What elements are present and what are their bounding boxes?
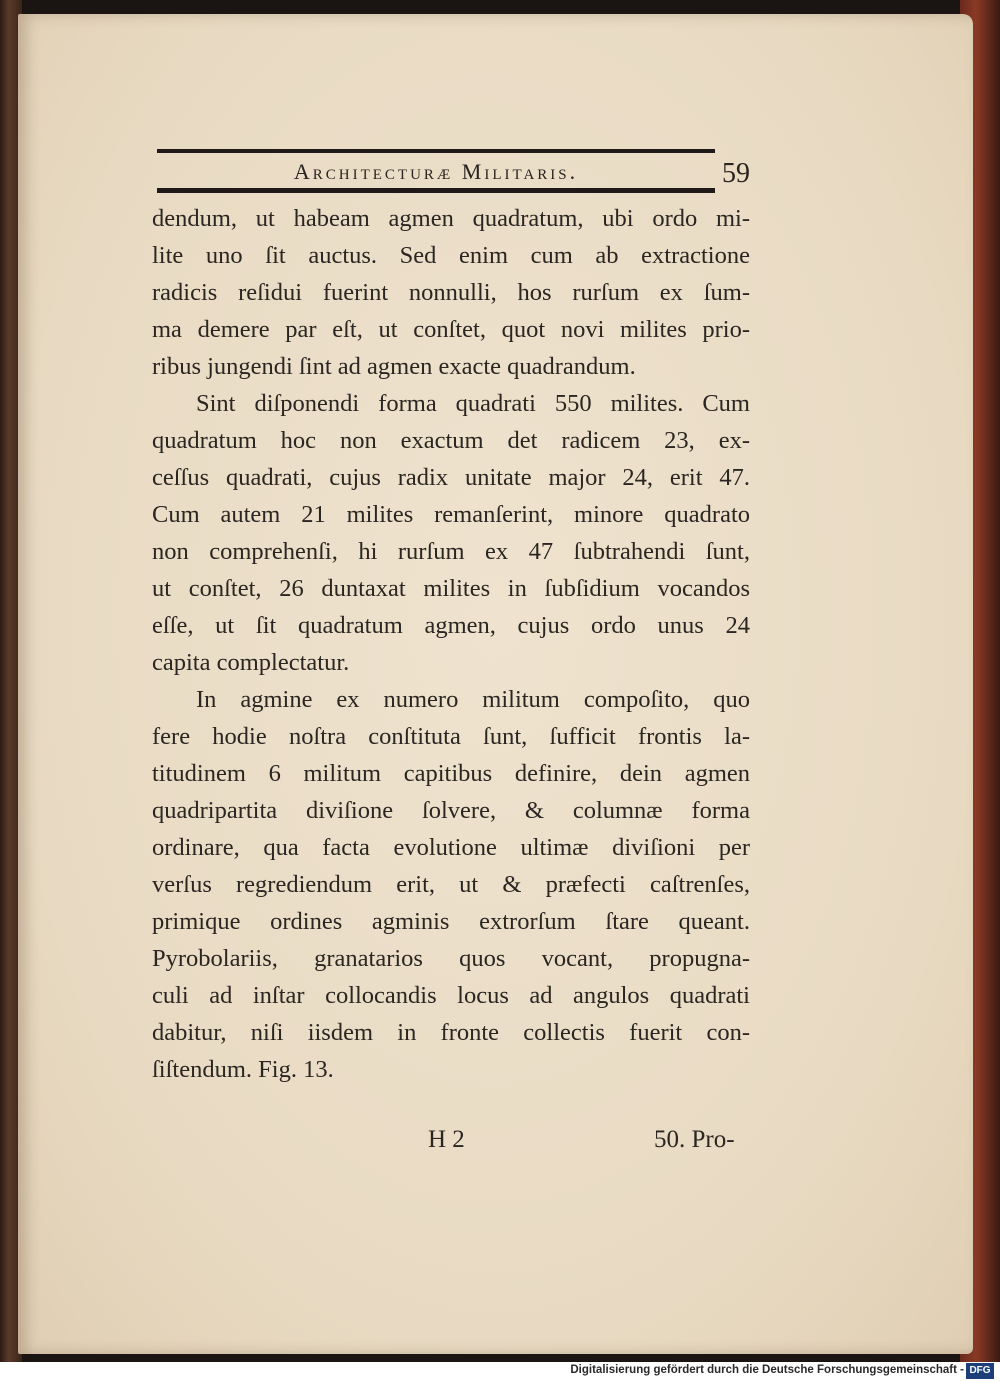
funding-notice: Digitalisierung gefördert durch die Deutsche Forschungsgemeinschaft - xyxy=(570,1364,964,1376)
catchword: 50. Pro- xyxy=(654,1126,735,1153)
paragraph-3 xyxy=(152,681,750,1088)
text-line: radicis reſidui fuerint nonnulli, hos rurſum ex ſum- xyxy=(152,279,750,306)
digitization-footer xyxy=(0,1362,1000,1382)
text-line: capita complectatur. xyxy=(152,649,350,676)
text-line: dendum, ut habeam agmen quadratum, ubi ordo mi- xyxy=(152,205,750,232)
text-line: titudinem 6 militum capitibus definire, dein agmen xyxy=(152,760,750,787)
page-number: 59 xyxy=(722,158,750,189)
text-line: eſſe, ut ſit quadratum agmen, cujus ordo unus 24 xyxy=(152,612,750,639)
header-rule-bottom xyxy=(157,188,715,193)
text-line: fere hodie noſtra conſtituta ſunt, ſufficit frontis la- xyxy=(152,723,750,750)
text-line: In agmine ex numero militum compoſito, quo xyxy=(196,686,750,713)
text-line: dabitur, niſi iisdem in fronte collectis fuerit con- xyxy=(152,1019,750,1046)
text-line: primique ordines agminis extrorſum ſtare queant. xyxy=(152,908,750,935)
text-line: lite uno ſit auctus. Sed enim cum ab extractione xyxy=(152,242,750,269)
paragraph-1 xyxy=(152,200,750,385)
text-line: ſiſtendum. Fig. 13. xyxy=(152,1056,334,1083)
header-rule-top xyxy=(157,149,715,153)
text-line: Sint diſponendi forma quadrati 550 milites. Cum xyxy=(196,390,750,417)
paragraph-2 xyxy=(152,385,750,681)
text-line: Pyrobolariis, granatarios quos vocant, propugna- xyxy=(152,945,750,972)
text-line: Cum autem 21 milites remanſerint, minore quadrato xyxy=(152,501,750,528)
text-line: culi ad inſtar collocandis locus ad angulos quadrati xyxy=(152,982,750,1009)
text-line: non comprehenſi, hi rurſum ex 47 ſubtrahendi ſunt, xyxy=(152,538,750,565)
running-head-title: Architecturæ Militaris. xyxy=(293,159,579,184)
signature-mark: H 2 xyxy=(428,1126,465,1153)
text-line: quadratum hoc non exactum det radicem 23, ex- xyxy=(152,427,750,454)
text-line: verſus regrediendum erit, ut & præfecti caſtrenſes, xyxy=(152,871,750,898)
text-line: ceſſus quadrati, cujus radix unitate major 24, erit 47. xyxy=(152,464,750,491)
text-line: quadripartita diviſione ſolvere, & columnæ forma xyxy=(152,797,750,824)
text-line: ut conſtet, 26 duntaxat milites in ſubſidium vocandos xyxy=(152,575,750,602)
text-line: ma demere par eſt, ut conſtet, quot novi milites prio- xyxy=(152,316,750,343)
dfg-logo: DFG xyxy=(966,1363,994,1379)
text-line: ordinare, qua facta evolutione ultimæ diviſioni per xyxy=(152,834,750,861)
text-line: ribus jungendi ſint ad agmen exacte quadrandum. xyxy=(152,353,636,380)
body-text xyxy=(152,200,750,1088)
